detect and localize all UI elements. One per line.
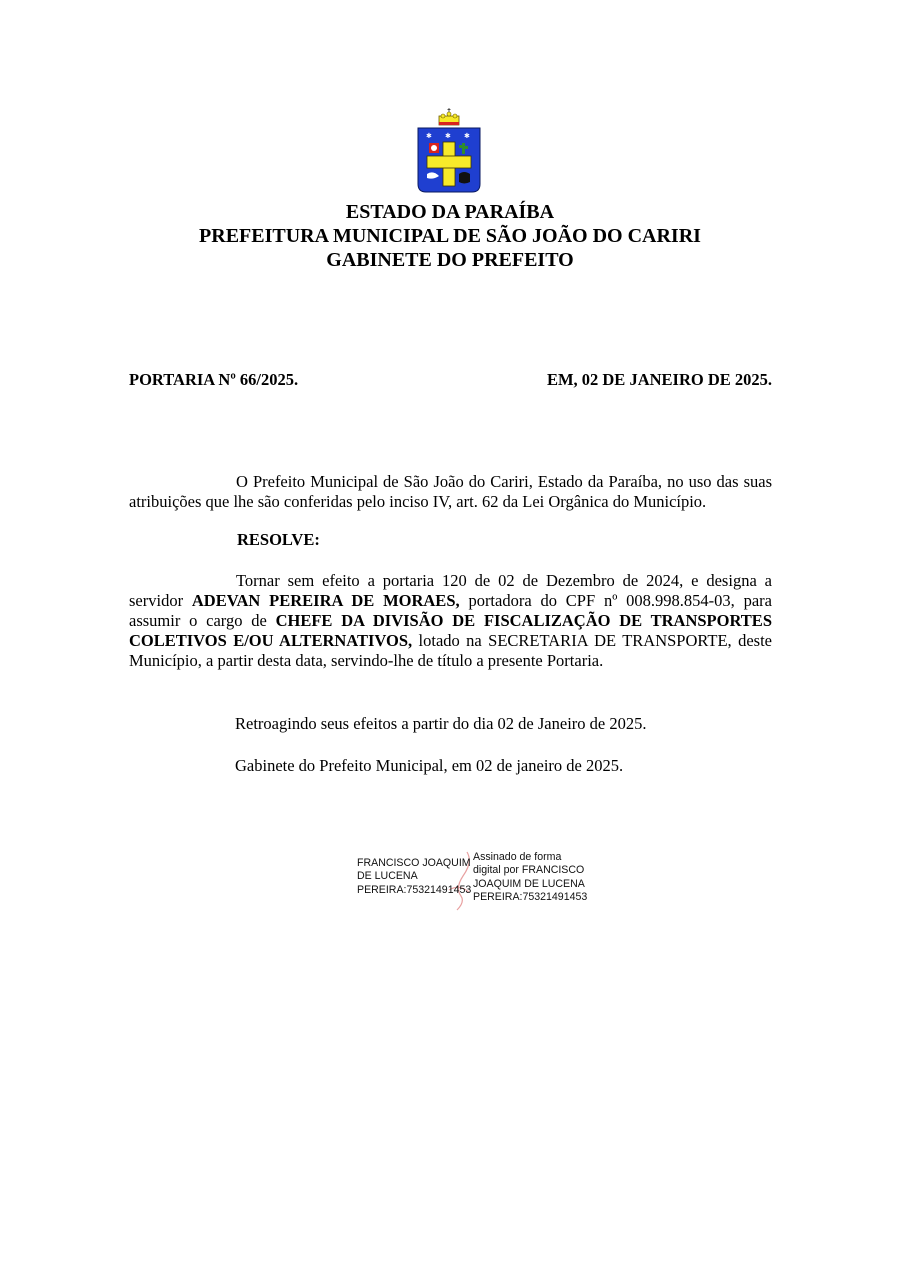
digital-signature-block	[357, 850, 597, 912]
ordinance-number: PORTARIA Nº 66/2025.	[129, 370, 299, 389]
signer-name	[357, 857, 477, 897]
signature-info-line3: JOAQUIM DE LUCENA	[473, 877, 585, 890]
signature-info	[473, 851, 593, 905]
document-header	[0, 200, 900, 272]
main-text-part2: portadora do CPF nº 008.998.854-03, para assumir o cargo de	[129, 590, 772, 631]
main-text-part3: lotado na SECRETARIA DE TRANSPORTE, deste Município, a partir desta data, servindo-lhe de título a presente Portaria.	[129, 631, 772, 671]
resolve-heading: RESOLVE:	[237, 530, 320, 550]
main-paragraph	[129, 571, 772, 672]
header-prefecture: PREFEITURA MUNICIPAL DE SÃO JOÃO DO CARIRI	[199, 225, 701, 247]
retroactive-paragraph: Retroagindo seus efeitos a partir do dia 02 de Janeiro de 2025.	[235, 713, 647, 733]
reference-row	[129, 370, 772, 392]
signer-name-line2: DE LUCENA	[357, 870, 418, 883]
signature-info-line2: digital por FRANCISCO	[473, 864, 585, 877]
svg-text:✱: ✱	[464, 132, 470, 140]
header-office: GABINETE DO PREFEITO	[326, 249, 574, 271]
signature-info-line1: Assinado de forma	[473, 851, 562, 863]
svg-text:✱: ✱	[426, 132, 432, 140]
signature-info-line4: PEREIRA:75321491453	[473, 891, 588, 904]
header-state: ESTADO DA PARAÍBA	[345, 201, 555, 223]
appointee-name: ADEVAN PEREIRA DE MORAES,	[191, 590, 460, 610]
ordinance-date: EM, 02 DE JANEIRO DE 2025.	[546, 370, 772, 389]
municipal-coat-of-arms	[412, 108, 486, 196]
main-text-part1: Tornar sem efeito a portaria 120 de 02 de Dezembro de 2024, e designa a servidor	[129, 570, 772, 610]
intro-paragraph: O Prefeito Municipal de São João do Cariri, Estado da Paraíba, no uso das suas atribuições que lhe são conferidas pelo inciso IV, art. 62 da Lei Orgânica do Município.	[129, 472, 772, 512]
svg-text:✱: ✱	[445, 132, 451, 140]
document-body	[129, 472, 772, 776]
signer-name-line1: FRANCISCO JOAQUIM	[357, 857, 471, 869]
signer-name-line3: PEREIRA:75321491453	[357, 883, 472, 896]
closing-paragraph: Gabinete do Prefeito Municipal, em 02 de janeiro de 2025.	[235, 755, 624, 775]
appointed-position: CHEFE DA DIVISÃO DE FISCALIZAÇÃO DE TRANSPORTES COLETIVOS E/OU ALTERNATIVOS,	[129, 611, 772, 651]
